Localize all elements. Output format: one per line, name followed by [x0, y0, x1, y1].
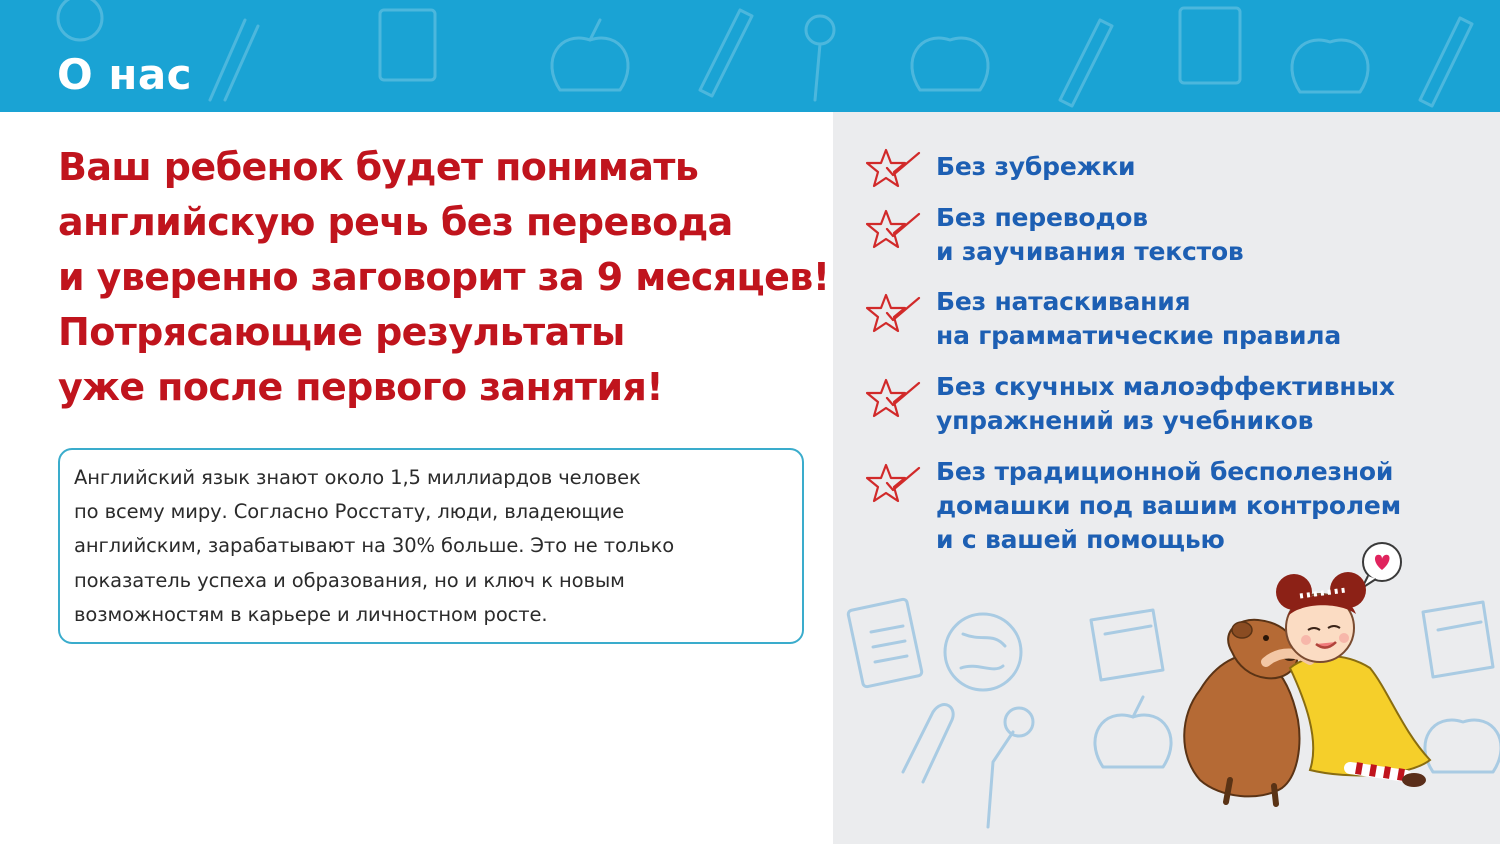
star-check-icon [866, 208, 922, 254]
benefit-text: Без натаскивания [936, 287, 1191, 316]
benefit-text: и заучивания текстов [936, 237, 1244, 266]
info-box [58, 448, 804, 644]
girl-hugging-capybara-illustration [1170, 540, 1460, 810]
star-check-icon [866, 462, 922, 508]
benefit-text: Без зубрежки [936, 152, 1136, 181]
school-doodle-pattern [0, 0, 1500, 112]
star-check-icon [866, 292, 922, 338]
info-text [74, 461, 788, 632]
headline-line: Потрясающие результаты [58, 310, 625, 354]
headline-line: английскую речь без перевода [58, 200, 733, 244]
header-bar [0, 0, 1500, 112]
star-check-icon [866, 147, 922, 193]
info-line: показатель успеха и образования, но и ключ к новым [74, 568, 625, 592]
info-line: по всему миру. Согласно Росстату, люди, владеющие [74, 500, 625, 524]
headline-line: и уверенно заговорит за 9 месяцев! [58, 255, 830, 299]
capybara [1184, 620, 1299, 804]
star-check-icon [866, 377, 922, 423]
benefit-text: и с вашей помощью [936, 525, 1225, 554]
main-headline [58, 140, 830, 415]
benefit-text: упражнений из учебников [936, 406, 1314, 435]
info-line: английским, зарабатывают на 30% больше. Это не только [74, 534, 675, 558]
benefit-text: Без скучных малоэффективных [936, 372, 1395, 401]
benefit-text: на грамматические правила [936, 321, 1342, 350]
headline-line: уже после первого занятия! [58, 365, 664, 409]
benefit-text: Без переводов [936, 203, 1148, 232]
info-line: Английский язык знают около 1,5 миллиардов человек [74, 466, 641, 489]
page-title: О нас [57, 50, 193, 99]
headline-line: Ваш ребенок будет понимать [58, 145, 699, 189]
heart-bubble-icon [1362, 543, 1401, 588]
benefit-text: Без традиционной бесполезной [936, 457, 1394, 486]
info-line: возможностям в карьере и личностном росте. [74, 602, 548, 626]
benefit-text: домашки под вашим контролем [936, 491, 1401, 520]
